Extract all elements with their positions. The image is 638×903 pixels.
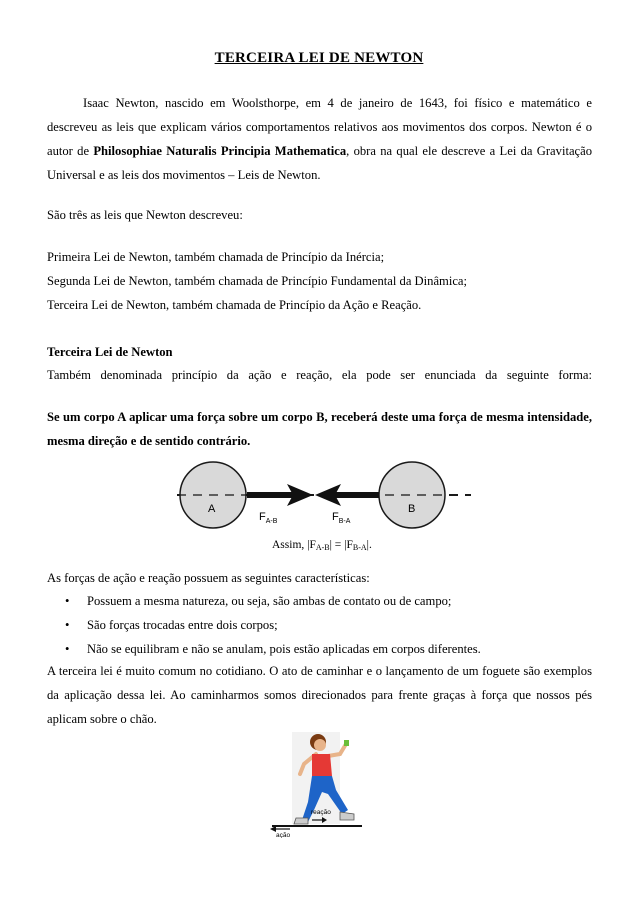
arrow-force-a-b xyxy=(247,484,313,506)
arrow-force-b-a xyxy=(315,484,379,506)
laws-list xyxy=(47,245,592,317)
bullet-icon: • xyxy=(65,618,70,632)
label-b: B xyxy=(408,503,416,515)
label-action: ação xyxy=(276,832,291,838)
list-item: • Não se equilibram e não se anulam, pois estão aplicadas em corpos diferentes. xyxy=(47,637,592,661)
characteristics-list xyxy=(47,589,592,661)
equation: Assim, $|F_{A-B}| = |F_{B-A}|$. xyxy=(272,539,372,552)
list-item: • São forças trocadas entre dois corpos; xyxy=(47,613,592,637)
label-force-b-a: $F_{B-A}$ xyxy=(332,511,351,525)
walker-illustration xyxy=(264,732,368,838)
book-title: Philosophiae Naturalis Principia Mathematica xyxy=(93,144,347,158)
page-title: TERCEIRA LEI DE NEWTON xyxy=(214,50,424,66)
label-a: A xyxy=(208,503,216,515)
law-item: Terceira Lei de Newton, também chamada de Princípio da Ação e Reação. xyxy=(47,298,422,312)
section-text: Também denominada princípio da ação e reação, ela pode ser enunciada da seguinte forma: xyxy=(47,368,592,382)
section-heading: Terceira Lei de Newton xyxy=(47,345,173,359)
law-item: Segunda Lei de Newton, também chamada de Princípio Fundamental da Dinâmica; xyxy=(47,274,468,288)
bullet-icon: • xyxy=(65,594,70,608)
laws-intro: São três as leis que Newton descreveu: xyxy=(47,208,243,222)
law-statement: Se um corpo A aplicar uma força sobre um corpo B, receberá deste uma força de mesma intensidade, mesma direção e de sentido contrário. xyxy=(47,410,592,448)
bullet-icon: • xyxy=(65,642,70,656)
intro-paragraph xyxy=(47,91,592,187)
label-reaction: reação xyxy=(311,809,331,816)
intro-text-1: Isaac Newton, nascido em Woolsthorpe, em 4 de janeiro de 1643, foi físico e matemático e descreveu as leis que explicam vários comportamentos relativos aos movimentos dos corpos. Newton é o autor de xyxy=(47,96,592,158)
label-force-a-b: $F_{A-B}$ xyxy=(259,511,278,525)
characteristics-intro: As forças de ação e reação possuem as seguintes características: xyxy=(47,571,370,585)
closing-paragraph: A terceira lei é muito comum no cotidiano. O ato de caminhar e o lançamento de um foguete são exemplos da aplicação dessa lei. Ao caminharmos somos direcionados para frente graças à força que nossos pés aplicam sobre o chão. xyxy=(47,664,592,726)
law-item: Primeira Lei de Newton, também chamada de Princípio da Inércia; xyxy=(47,250,385,264)
action-reaction-diagram xyxy=(175,460,475,532)
list-item: • Possuem a mesma natureza, ou seja, são ambas de contato ou de campo; xyxy=(47,589,592,613)
intro-text-2: , obra na qual ele descreve a Lei da Gravitação Universal e as leis dos movimentos – Leis de Newton. xyxy=(47,144,593,182)
